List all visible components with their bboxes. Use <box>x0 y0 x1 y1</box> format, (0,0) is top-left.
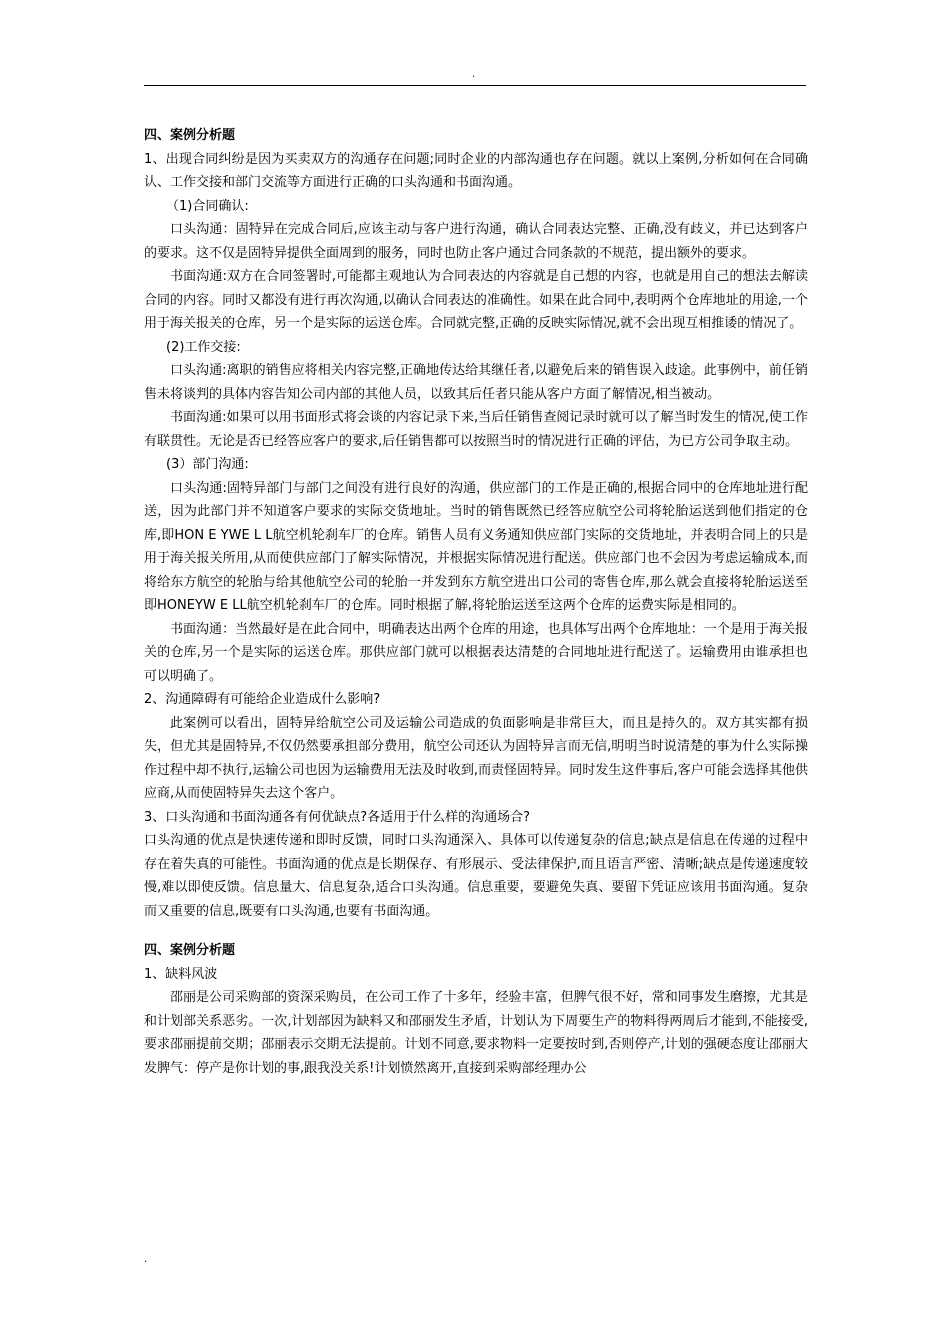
header-mark: . <box>472 69 476 80</box>
subsection-contract-title: （1)合同确认: <box>166 198 249 214</box>
answer-2: 此案例可以看出，固特异给航空公司及运输公司造成的负面影响是非常巨大，而且是持久的。双方其实都有损失，但尤其是固特异,不仅仍然要承担部分费用，航空公司还认为固特异言而无信,明明当时说清楚的事为什么实际操作过程中却不执行,运输公司也因为运输费用无法及时收到,而责怪固特异。同时发生这件事后,客户可能会选择其他供应商,从而使固特异失去这个客户。 <box>144 715 808 801</box>
question-3: 3、口头沟通和书面沟通各有何优缺点?各适用于什么样的沟通场合? <box>144 809 531 825</box>
contract-oral-paragraph: 口头沟通：固特异在完成合同后,应该主动与客户进行沟通，确认合同表达完整、正确,没有歧义，并已达到客户的要求。这不仅是固特异提供全面周到的服务，同时也防止客户通过合同条款的不规范，提出额外的要求。 <box>144 222 808 261</box>
contract-written-paragraph: 书面沟通:双方在合同签署时,可能都主观地认为合同表达的内容就是自己想的内容，也就是用自己的想法去解读合同的内容。同时又都没有进行再次沟通,以确认合同表达的准确性。如果在此合同中,表明两个仓库地址的用途,一个用于海关报关的仓库，另一个是实际的运送仓库。合同就完整,正确的反映实际情况,就不会出现互相推诿的情况了。 <box>144 269 808 331</box>
handover-oral-paragraph: 口头沟通:离职的销售应将相关内容完整,正确地传达给其继任者,以避免后来的销售误入歧途。此事例中，前任销售未将谈判的具体内容告知公司内部的其他人员，以致其后任者只能从客户方面了解情况,相当被动。 <box>144 363 808 402</box>
subsection-department-title: (3）部门沟通: <box>166 457 249 472</box>
header-rule <box>144 85 806 86</box>
section-heading-2: 四、案例分析题 <box>144 943 236 958</box>
handover-written-paragraph: 书面沟通:如果可以用书面形式将会谈的内容记录下来,当后任销售查阅记录时就可以了解当时发生的情况,使工作有联贯性。无论是否已经答应客户的要求,后任销售都可以按照当时的情况进行正确的评估，为已方公司争取主动。 <box>144 410 808 449</box>
department-oral-paragraph: 口头沟通:固特异部门与部门之间没有进行良好的沟通，供应部门的工作是正确的,根据合同中的仓库地址进行配送，因为此部门并不知道客户要求的实际交货地址。当时的销售既然已经答应航空公司将轮胎运送到他们指定的仓库,即HON E YWE L L航空机轮刹车厂的仓库。销售人员有义务通知供应部门实际的交货地址，并表明合同上的只是用于海关报关所用,从而使供应部门了解实际情况，并根据实际情况进行配送。供应部门也不会因为考虑运输成本,而将给东方航空的轮胎与给其他航空公司的轮胎一并发到东方航空进出口公司的寄售仓库,那么就会直接将轮胎运送至即HONEYW E LL航空机轮刹车厂的仓库。同时根据了解,将轮胎运送至这两个仓库的运费实际是相同的。 <box>144 480 808 613</box>
section-heading: 四、案例分析题 <box>144 128 236 143</box>
question-2: 2、沟通障碍有可能给企业造成什么影响? <box>144 692 381 707</box>
case-title: 1、缺料风波 <box>144 966 218 982</box>
answer-3: 口头沟通的优点是快速传递和即时反馈，同时口头沟通深入、具体可以传递复杂的信息;缺点是信息在传递的过程中存在着失真的可能性。书面沟通的优点是长期保存、有形展示、受法律保护,而且语言严密、清晰;缺点是传递速度较慢,难以即使反馈。信息量大、信息复杂,适合口头沟通。信息重要，要避免失真、要留下凭证应该用书面沟通。复杂而又重要的信息,既要有口头沟通,也要有书面沟通。 <box>144 833 808 919</box>
question-1: 1、出现合同纠纷是因为买卖双方的沟通存在问题;同时企业的内部沟通也存在问题。就以上案例,分析如何在合同确认、工作交接和部门交流等方面进行正确的口头沟通和书面沟通。 <box>144 151 808 190</box>
subsection-handover-title: (2)工作交接: <box>166 339 241 355</box>
department-written-paragraph: 书面沟通：当然最好是在此合同中，明确表达出两个仓库的用途，也具体写出两个仓库地址：一个是用于海关报关的仓库,另一个是实际的运送仓库。那供应部门就可以根据表达清楚的合同地址进行配送了。运输费用由谁承担也可以明确了。 <box>144 621 808 684</box>
footer-mark: . <box>144 1254 148 1265</box>
case-paragraph: 邵丽是公司采购部的资深采购员，在公司工作了十多年，经验丰富，但脾气很不好，常和同事发生磨擦，尤其是和计划部关系恶劣。一次,计划部因为缺料又和邵丽发生矛盾，计划认为下周要生产的物料得两周后才能到,不能接受,要求邵丽提前交期；邵丽表示交期无法提前。计划不同意,要求物料一定要按时到,否则停产,计划的强硬态度让邵丽大发脾气：停产是你计划的事,跟我没关系!计划愤然离开,直接到采购部经理办公 <box>144 990 808 1076</box>
document-body <box>144 124 808 1080</box>
